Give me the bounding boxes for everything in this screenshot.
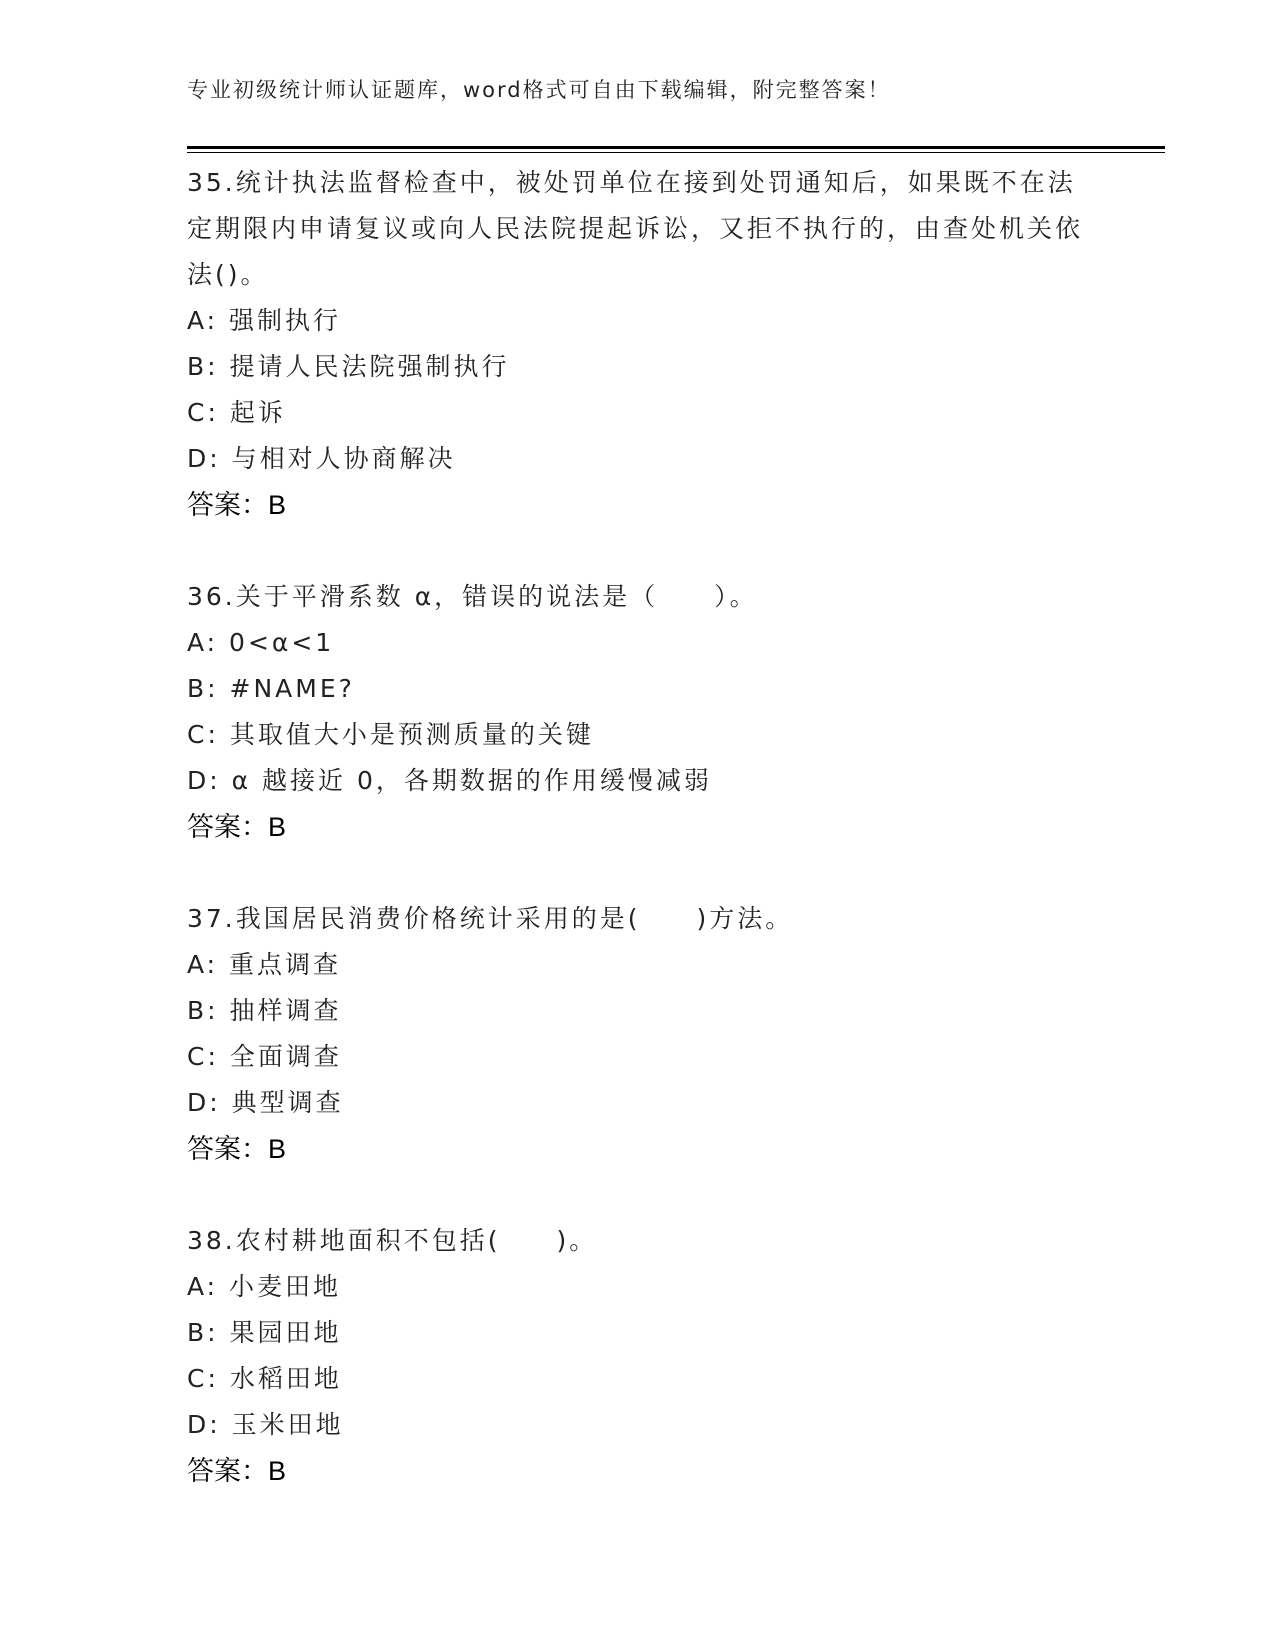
- option-b: B: 提请人民法院强制执行: [187, 352, 510, 381]
- option-a: A: 0<α<1: [187, 628, 335, 657]
- option-d: D: 典型调查: [187, 1088, 344, 1117]
- question-stem: 37.我国居民消费价格统计采用的是( )方法。: [187, 904, 794, 933]
- option-d: D: 玉米田地: [187, 1410, 344, 1439]
- option-a: A: 强制执行: [187, 306, 342, 335]
- answer-label: 答案：B: [187, 812, 287, 842]
- option-c: C: 起诉: [187, 398, 286, 427]
- question-35: [187, 160, 1087, 528]
- option-b: B: 果园田地: [187, 1318, 342, 1347]
- option-a: A: 小麦田地: [187, 1272, 342, 1301]
- option-b: B: 抽样调查: [187, 996, 342, 1025]
- question-stem: 35.统计执法监督检查中，被处罚单位在接到处罚通知后，如果既不在法定期限内申请复议或向人民法院提起诉讼，又拒不执行的，由查处机关依法()。: [187, 168, 1084, 289]
- answer-label: 答案：B: [187, 1456, 287, 1486]
- question-stem: 36.关于平滑系数 α，错误的说法是（ ）。: [187, 582, 758, 611]
- page-header: 专业初级统计师认证题库，word格式可自由下载编辑，附完整答案！: [187, 78, 891, 102]
- question-list: [187, 160, 1087, 1494]
- option-d: D: α 越接近 0，各期数据的作用缓慢减弱: [187, 766, 712, 795]
- option-b: B: #NAME?: [187, 674, 355, 703]
- answer-label: 答案：B: [187, 1134, 287, 1164]
- header-rule-thick: [187, 146, 1165, 149]
- question-36: [187, 574, 1087, 850]
- question-37: [187, 896, 1087, 1172]
- option-c: C: 全面调查: [187, 1042, 342, 1071]
- question-stem: 38.农村耕地面积不包括( )。: [187, 1226, 598, 1255]
- option-c: C: 其取值大小是预测质量的关键: [187, 720, 594, 749]
- option-d: D: 与相对人协商解决: [187, 444, 456, 473]
- answer-label: 答案：B: [187, 490, 287, 520]
- question-38: [187, 1218, 1087, 1494]
- option-c: C: 水稻田地: [187, 1364, 342, 1393]
- option-a: A: 重点调查: [187, 950, 342, 979]
- header-rule-thin: [187, 152, 1165, 153]
